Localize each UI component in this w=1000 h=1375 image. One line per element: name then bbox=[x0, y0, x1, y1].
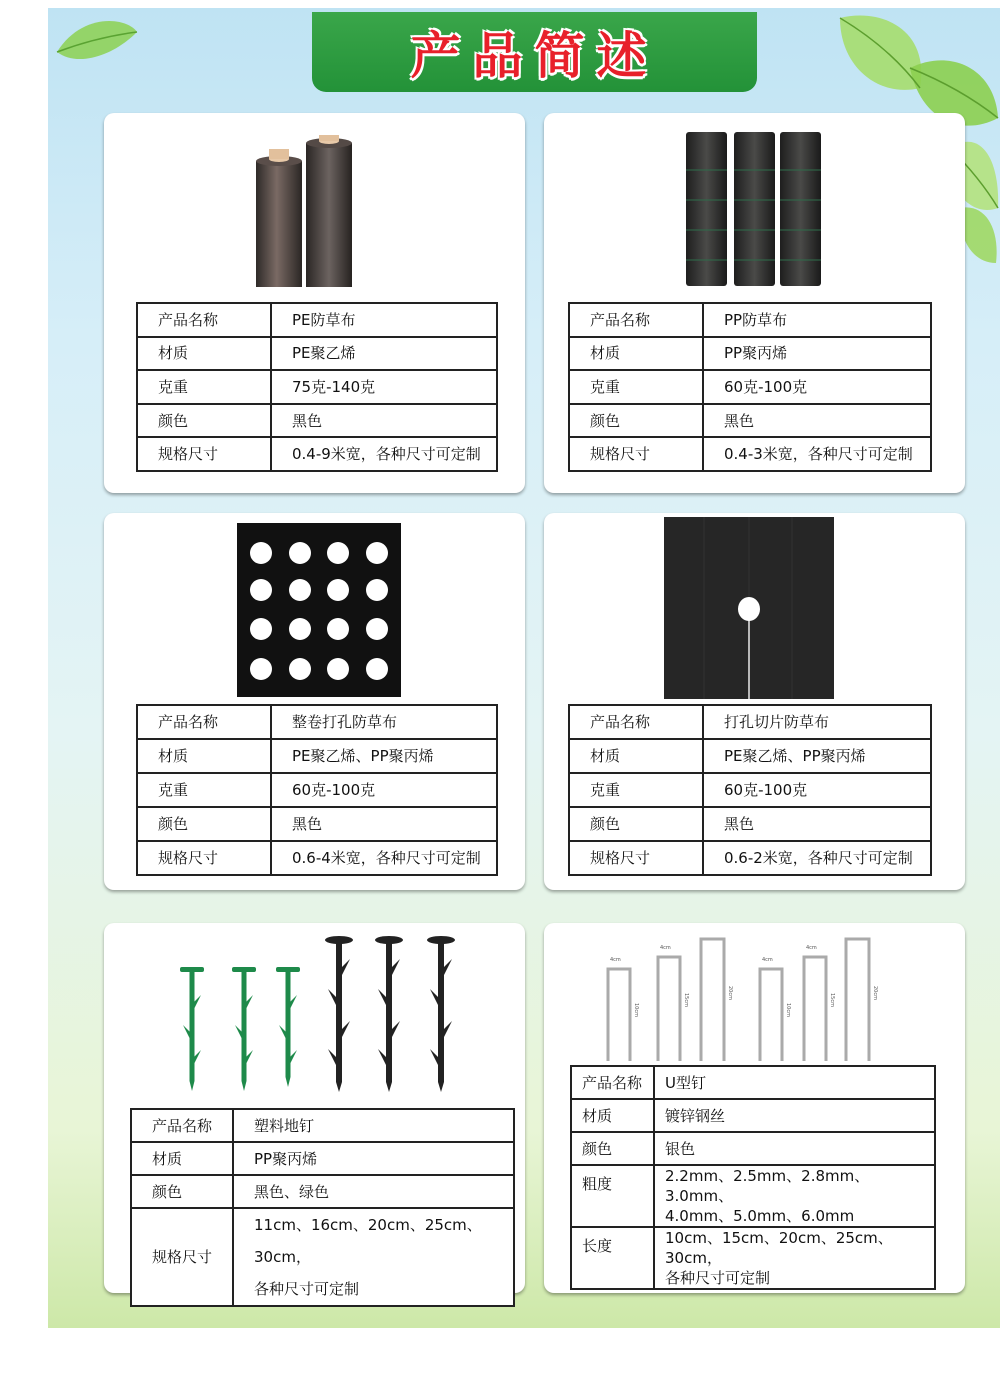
spec-value: 黑色、绿色 bbox=[233, 1175, 514, 1208]
leaf-top-left-icon bbox=[52, 12, 142, 72]
staple-width-label: 4cm bbox=[806, 945, 817, 951]
spec-label: 长度 bbox=[571, 1227, 654, 1289]
spec-row bbox=[137, 739, 497, 773]
spec-value bbox=[654, 1227, 935, 1289]
spec-value: 黑色 bbox=[271, 807, 497, 841]
spec-value bbox=[233, 1208, 514, 1306]
spec-label: 产品名称 bbox=[137, 705, 271, 739]
spec-value: 0.6-4米宽，各种尺寸可定制 bbox=[271, 841, 497, 875]
spec-value: 镀锌钢丝 bbox=[654, 1099, 935, 1132]
spec-label: 材质 bbox=[137, 739, 271, 773]
slit-sheet-image bbox=[664, 517, 834, 699]
spec-label: 规格尺寸 bbox=[569, 841, 703, 875]
spec-row bbox=[571, 1099, 935, 1132]
spec-value: 整卷打孔防草布 bbox=[271, 705, 497, 739]
spec-table bbox=[130, 1108, 515, 1307]
spec-row bbox=[131, 1142, 514, 1175]
spec-value: PE聚乙烯、PP聚丙烯 bbox=[271, 739, 497, 773]
spec-row bbox=[137, 807, 497, 841]
staple-width-label: 4cm bbox=[660, 945, 671, 951]
spec-row bbox=[131, 1208, 514, 1306]
spec-row bbox=[569, 437, 931, 471]
spec-value-line: 10cm、15cm、20cm、25cm、30cm， bbox=[665, 1229, 893, 1267]
spec-label: 产品名称 bbox=[569, 705, 703, 739]
spec-row bbox=[571, 1227, 935, 1289]
spec-label: 克重 bbox=[569, 370, 703, 404]
spec-value: 黑色 bbox=[271, 404, 497, 438]
spec-value: 60克-100克 bbox=[703, 370, 931, 404]
spec-row bbox=[137, 370, 497, 404]
spec-row bbox=[137, 705, 497, 739]
spec-value bbox=[654, 1165, 935, 1227]
staple-length-label: 20cm bbox=[727, 986, 733, 1000]
product-card-pp-fabric bbox=[544, 113, 965, 493]
spec-value: U型钉 bbox=[654, 1066, 935, 1099]
spec-value: PP防草布 bbox=[703, 303, 931, 337]
spec-label: 材质 bbox=[137, 337, 271, 371]
spec-row bbox=[137, 773, 497, 807]
spec-label: 规格尺寸 bbox=[569, 437, 703, 471]
spec-table bbox=[568, 704, 932, 876]
spec-row bbox=[131, 1175, 514, 1208]
spec-value: 0.4-3米宽，各种尺寸可定制 bbox=[703, 437, 931, 471]
spec-label: 规格尺寸 bbox=[131, 1208, 233, 1306]
spec-label: 产品名称 bbox=[571, 1066, 654, 1099]
product-card-u-staples bbox=[544, 923, 965, 1293]
spec-row bbox=[569, 705, 931, 739]
product-card-perforated-roll bbox=[104, 513, 525, 890]
spec-label: 材质 bbox=[569, 739, 703, 773]
spec-value: 0.6-2米宽，各种尺寸可定制 bbox=[703, 841, 931, 875]
spec-row bbox=[569, 773, 931, 807]
spec-label: 产品名称 bbox=[131, 1109, 233, 1142]
spec-table bbox=[570, 1065, 936, 1290]
spec-row bbox=[569, 337, 931, 371]
spec-table bbox=[136, 704, 498, 876]
spec-row bbox=[137, 337, 497, 371]
spec-value: PE聚乙烯、PP聚丙烯 bbox=[703, 739, 931, 773]
spec-value: 60克-100克 bbox=[703, 773, 931, 807]
u-staples-image bbox=[594, 931, 934, 1066]
product-card-slit-fabric bbox=[544, 513, 965, 890]
spec-row bbox=[131, 1109, 514, 1142]
spec-value: 75克-140克 bbox=[271, 370, 497, 404]
product-card-plastic-pegs bbox=[104, 923, 525, 1298]
spec-label: 颜色 bbox=[569, 404, 703, 438]
spec-label: 材质 bbox=[569, 337, 703, 371]
page-title: 产品简述 bbox=[410, 27, 659, 85]
spec-value-line: 4.0mm、5.0mm、6.0mm bbox=[665, 1207, 855, 1225]
spec-table bbox=[136, 302, 498, 472]
spec-row bbox=[137, 404, 497, 438]
spec-value: 黑色 bbox=[703, 404, 931, 438]
spec-value-line: 2.2mm、2.5mm、2.8mm、3.0mm、 bbox=[665, 1167, 870, 1205]
spec-row bbox=[569, 303, 931, 337]
spec-row bbox=[569, 370, 931, 404]
spec-value: 银色 bbox=[654, 1132, 935, 1165]
spec-value: PP聚丙烯 bbox=[233, 1142, 514, 1175]
spec-value: PE聚乙烯 bbox=[271, 337, 497, 371]
spec-row bbox=[569, 841, 931, 875]
fabric-rolls-image bbox=[254, 135, 364, 290]
spec-row bbox=[571, 1165, 935, 1227]
spec-label: 克重 bbox=[137, 773, 271, 807]
spec-label: 颜色 bbox=[137, 807, 271, 841]
spec-value-line: 各种尺寸可定制 bbox=[665, 1269, 771, 1287]
product-card-pe-fabric bbox=[104, 113, 525, 493]
spec-table bbox=[568, 302, 932, 472]
fabric-rolls-image bbox=[684, 130, 824, 290]
spec-label: 规格尺寸 bbox=[137, 841, 271, 875]
spec-value-line: 各种尺寸可定制 bbox=[254, 1280, 360, 1298]
staple-length-label: 15cm bbox=[829, 993, 835, 1007]
spec-label: 克重 bbox=[137, 370, 271, 404]
spec-row bbox=[571, 1066, 935, 1099]
spec-value: 0.4-9米宽，各种尺寸可定制 bbox=[271, 437, 497, 471]
spec-label: 规格尺寸 bbox=[137, 437, 271, 471]
spec-label: 颜色 bbox=[131, 1175, 233, 1208]
plastic-pegs-image bbox=[176, 935, 466, 1095]
spec-label: 颜色 bbox=[569, 807, 703, 841]
staple-length-label: 10cm bbox=[785, 1003, 791, 1017]
spec-row bbox=[571, 1132, 935, 1165]
staple-length-label: 15cm bbox=[683, 993, 689, 1007]
staple-length-label: 10cm bbox=[633, 1003, 639, 1017]
spec-value: 打孔切片防草布 bbox=[703, 705, 931, 739]
staple-width-label: 4cm bbox=[762, 957, 773, 963]
spec-label: 产品名称 bbox=[569, 303, 703, 337]
spec-value: 塑料地钉 bbox=[233, 1109, 514, 1142]
spec-label: 材质 bbox=[131, 1142, 233, 1175]
spec-label: 材质 bbox=[571, 1099, 654, 1132]
spec-row bbox=[137, 841, 497, 875]
staple-width-label: 4cm bbox=[610, 957, 621, 963]
spec-value: PP聚丙烯 bbox=[703, 337, 931, 371]
staple-length-label: 20cm bbox=[872, 986, 878, 1000]
perforated-sheet-image bbox=[237, 523, 401, 697]
spec-row bbox=[569, 807, 931, 841]
spec-value: 60克-100克 bbox=[271, 773, 497, 807]
spec-row bbox=[137, 303, 497, 337]
spec-value: PE防草布 bbox=[271, 303, 497, 337]
title-banner bbox=[312, 12, 757, 92]
spec-row bbox=[569, 739, 931, 773]
spec-label: 颜色 bbox=[137, 404, 271, 438]
spec-row bbox=[569, 404, 931, 438]
spec-row bbox=[137, 437, 497, 471]
spec-label: 颜色 bbox=[571, 1132, 654, 1165]
spec-value: 黑色 bbox=[703, 807, 931, 841]
spec-label: 产品名称 bbox=[137, 303, 271, 337]
spec-label: 粗度 bbox=[571, 1165, 654, 1227]
spec-value-line: 11cm、16cm、20cm、25cm、30cm， bbox=[254, 1216, 482, 1266]
spec-label: 克重 bbox=[569, 773, 703, 807]
